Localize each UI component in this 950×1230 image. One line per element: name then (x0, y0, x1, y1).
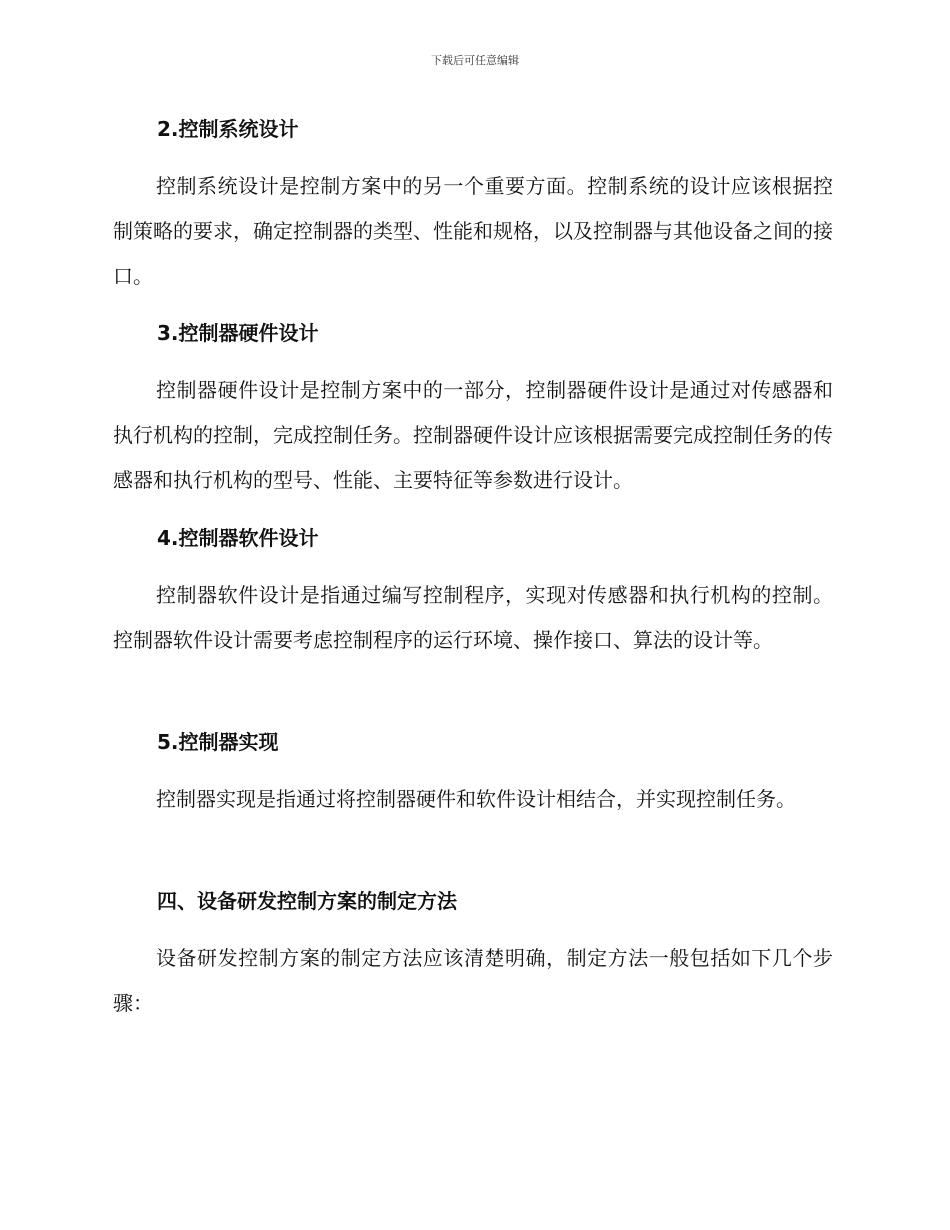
page-header: 下载后可任意编辑 (431, 54, 519, 67)
section-heading-formulation-method: 四、设备研发控制方案的制定方法 (157, 889, 457, 913)
section-heading-controller-software-design: 4.控制器软件设计 (157, 526, 319, 550)
paragraph-control-system-design: 控制系统设计是控制方案中的另一个重要方面。控制系统的设计应该根据控制策略的要求，确定控制器的类型、性能和规格，以及控制器与其他设备之间的接口。 (113, 174, 833, 288)
paragraph-controller-implementation: 控制器实现是指通过将控制器硬件和软件设计相结合，并实现控制任务。 (156, 787, 796, 811)
paragraph-formulation-method: 设备研发控制方案的制定方法应该清楚明确，制定方法一般包括如下几个步骤： (113, 946, 833, 1015)
section-heading-control-system-design: 2.控制系统设计 (157, 117, 299, 141)
paragraph-controller-hardware-design: 控制器硬件设计是控制方案中的一部分，控制器硬件设计是通过对传感器和执行机构的控制，完成控制任务。控制器硬件设计应该根据需要完成控制任务的传感器和执行机构的型号、性能、主要特征等参数进行设计。 (113, 378, 833, 492)
paragraph-controller-software-design: 控制器软件设计是指通过编写控制程序，实现对传感器和执行机构的控制。控制器软件设计需要考虑控制程序的运行环境、操作接口、算法的设计等。 (113, 583, 833, 652)
section-heading-controller-implementation: 5.控制器实现 (157, 730, 279, 754)
section-heading-controller-hardware-design: 3.控制器硬件设计 (157, 321, 319, 345)
